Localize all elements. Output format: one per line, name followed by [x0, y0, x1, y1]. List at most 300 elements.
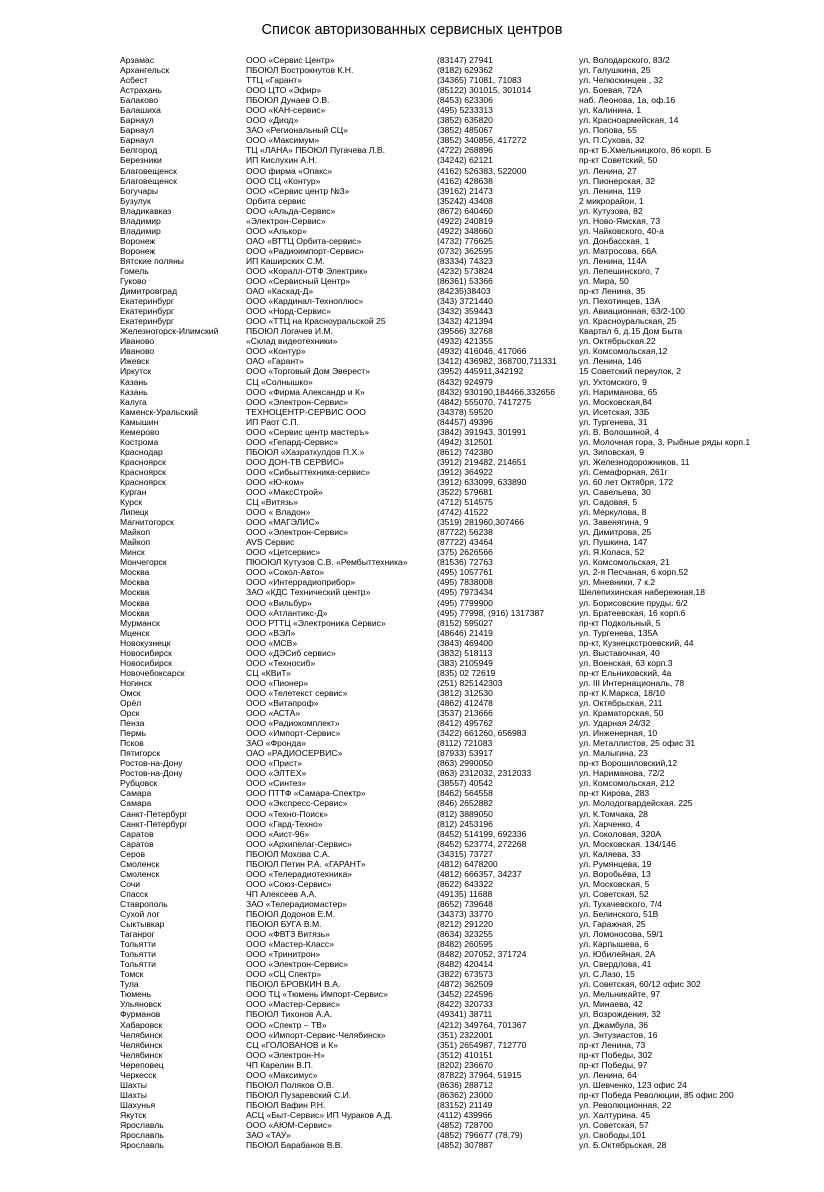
city-cell: Ростов-на-Дону	[120, 768, 183, 779]
city-cell: Арзамас	[120, 55, 155, 65]
phone-cell: (35242) 43408	[437, 195, 493, 206]
phone-cell: (3912) 219482, 214651	[437, 456, 527, 467]
organization-cell: ООО «Сокол-Авто»	[246, 567, 325, 578]
address-cell: ул. Пушкина, 147	[579, 537, 648, 548]
city-cell: Пятигорск	[120, 748, 161, 759]
table-row	[0, 487, 824, 497]
address-cell: ул. Октябрьская, 211	[579, 698, 663, 708]
organization-cell: ООО «Тринитрон»	[246, 949, 321, 960]
address-cell: ул. Ленина, 114А	[579, 255, 647, 266]
city-cell: Шахты	[120, 1079, 147, 1090]
city-cell: Ижевск	[120, 356, 150, 367]
organization-cell: ООО «Архипелаг-Сервис»	[246, 838, 352, 849]
address-cell: ул. Московская,84	[579, 396, 652, 407]
address-cell: ул. Красноармейская, 14	[579, 115, 679, 126]
phone-cell: (8482) 207052, 371724	[437, 949, 527, 960]
organization-cell: ТЕХНОЦЕНТР-СЕРВИС ООО	[246, 406, 366, 417]
table-row	[0, 929, 824, 939]
organization-cell: AVS Сервис	[246, 537, 295, 548]
table-row	[0, 1140, 824, 1150]
table-row	[0, 698, 824, 708]
organization-cell: ООО «Электрон-Сервис»	[246, 527, 349, 538]
city-cell: Красноярск	[120, 456, 166, 467]
phone-cell: (812) 2453196	[437, 818, 493, 829]
city-cell: Новокузнецк	[120, 637, 171, 648]
phone-cell: (8612) 742380	[437, 446, 493, 457]
address-cell: ул. Тухачевского, 7/4	[579, 898, 662, 909]
phone-cell: (495) 5233313	[437, 105, 493, 116]
organization-cell: ООО «Атлантикс-Д»	[246, 607, 328, 618]
organization-cell: ООО «Ю-ком»	[246, 476, 305, 487]
table-row	[0, 115, 824, 125]
table-row	[0, 497, 824, 507]
organization-cell: ПБОЮЛ Логачев И.М.	[246, 326, 334, 337]
table-row	[0, 537, 824, 547]
city-cell: Барнаул	[120, 125, 154, 136]
address-cell: Квартал 6, д.15 Дом Быта	[579, 326, 683, 337]
address-cell: ул. С.Лазо, 15	[579, 969, 635, 980]
address-cell: ул. Московская, 5	[579, 878, 650, 889]
address-cell: ул. Ленина, 27	[579, 165, 637, 176]
phone-cell: (3852) 340856, 417272	[437, 135, 527, 146]
table-row	[0, 196, 824, 206]
organization-cell: ЧП Алексеев А.А.	[246, 888, 317, 899]
table-row	[0, 989, 824, 999]
city-cell: Владимир	[120, 225, 161, 236]
phone-cell: (8634) 323255	[437, 929, 493, 940]
phone-cell: (8432) 930190,184466,332656	[437, 386, 556, 397]
organization-cell: СЦ «КВиТ»	[246, 667, 291, 678]
organization-cell: ООО «Мастер-Сервис»	[246, 999, 341, 1010]
organization-cell: ООО «Альда-Сервис»	[246, 205, 336, 216]
organization-cell: ООО «Вильбур»	[246, 597, 312, 608]
phone-cell: (343) 3721440	[437, 296, 493, 307]
city-cell: Казань	[120, 376, 148, 387]
address-cell: ул. Комсомольская, 212	[579, 778, 675, 789]
city-cell: Новосибирск	[120, 657, 172, 668]
city-cell: Тула	[120, 979, 139, 990]
city-cell: Бузулук	[120, 195, 151, 206]
table-row	[0, 748, 824, 758]
city-cell: Екатеринбург	[120, 296, 175, 307]
table-row	[0, 768, 824, 778]
city-cell: Пенза	[120, 718, 145, 729]
table-row	[0, 959, 824, 969]
address-cell: пр-кт К.Маркса, 18/10	[579, 687, 665, 698]
page-title: Список авторизованных сервисных центров	[261, 22, 563, 38]
table-row	[0, 879, 824, 889]
table-row	[0, 226, 824, 236]
organization-cell: ООО «КАН-сервис»	[246, 105, 326, 116]
city-cell: Ярославль	[120, 1119, 164, 1130]
phone-cell: (87722) 56238	[437, 527, 493, 538]
address-cell: пр-кт Победы, 302	[579, 1049, 653, 1060]
organization-cell: ООО «Сервис Центр»	[246, 55, 335, 65]
table-row	[0, 778, 824, 788]
address-cell: пр-кт Ельниковский, 4а	[579, 667, 672, 678]
city-cell: Ульяновск	[120, 999, 162, 1010]
table-row	[0, 306, 824, 316]
organization-cell: ООО « Владон»	[246, 507, 311, 518]
address-cell: ул. Братеевская, 16 корп.6	[579, 607, 686, 618]
phone-cell: (4812) 6478200	[437, 858, 498, 869]
table-row	[0, 638, 824, 648]
organization-cell: ООО ДОН-ТВ СЕРВИС»	[246, 456, 344, 467]
phone-cell: (863) 2990050	[437, 758, 493, 769]
address-cell: ул. Свободы,101	[579, 1130, 646, 1141]
city-cell: Тольятти	[120, 949, 156, 960]
organization-cell: ЗАО «ТАУ»	[246, 1130, 291, 1141]
address-cell: ул. Димитрова, 25	[579, 527, 652, 538]
city-cell: Архангельск	[120, 65, 170, 76]
address-cell: ул. Тургенева, 31	[579, 416, 648, 427]
city-cell: Барнаул	[120, 115, 154, 126]
organization-cell: ИП Кислухин А.Н.	[246, 155, 318, 166]
table-row	[0, 366, 824, 376]
phone-cell: (4732) 776625	[437, 235, 493, 246]
organization-cell: ООО «Электрон-Сервис»	[246, 396, 349, 407]
table-row	[0, 819, 824, 829]
organization-cell: ИП Раот С.П.	[246, 416, 300, 427]
organization-cell: ООО «Телетекст сервис»	[246, 687, 348, 698]
address-cell: ул. Чайковского, 40-а	[579, 225, 664, 236]
address-cell: пр-кт Кирова, 283	[579, 788, 650, 799]
table-row	[0, 839, 824, 849]
organization-cell: ООО фирма «Опакс»	[246, 165, 332, 176]
city-cell: Балашиха	[120, 105, 161, 116]
city-cell: Майкоп	[120, 527, 151, 538]
address-cell: ул. Исетская, 33Б	[579, 406, 650, 417]
address-cell: ул. Ударная 24/32	[579, 718, 651, 729]
table-row	[0, 437, 824, 447]
phone-cell: (3852) 635820	[437, 115, 493, 126]
organization-cell: ПБОЮЛ Дунаев О.В.	[246, 95, 330, 106]
city-cell: Иваново	[120, 346, 155, 357]
address-cell: ул. Мневники, 7 к.2	[579, 577, 656, 588]
table-row	[0, 668, 824, 678]
table-row	[0, 216, 824, 226]
city-cell: Самара	[120, 788, 152, 799]
table-row	[0, 266, 824, 276]
address-cell: ул. Матросова, 66А	[579, 245, 657, 256]
city-cell: Иркутск	[120, 366, 152, 377]
address-cell: ул. Я.Коласа, 52	[579, 547, 645, 558]
organization-cell: ООО «Максимус»	[246, 1069, 318, 1080]
organization-cell: ООО «Витапроф»	[246, 698, 319, 708]
phone-cell: (34378) 59520	[437, 406, 493, 417]
organization-cell: ООО «Норд-Сервис»	[246, 306, 331, 317]
city-cell: Майкоп	[120, 537, 151, 548]
address-cell: 2 микрорайон, 1	[579, 195, 644, 206]
organization-cell: ООО «Коралл-ОТФ Электрик»	[246, 265, 368, 276]
organization-cell: «Электрон-Сервис»	[246, 215, 326, 226]
table-row	[0, 186, 824, 196]
city-cell: Гуково	[120, 276, 147, 287]
address-cell: ул. Лепешинского, 7	[579, 265, 660, 276]
city-cell: Орёл	[120, 698, 142, 708]
organization-cell: ЗАО «Региональный СЦ»	[246, 125, 348, 136]
table-row	[0, 618, 824, 628]
table-row	[0, 758, 824, 768]
organization-cell: ООО «Прист»	[246, 758, 302, 769]
address-cell: ул. Каляева, 33	[579, 848, 641, 859]
phone-cell: (3842) 391943, 301991	[437, 426, 527, 437]
city-cell: Березники	[120, 155, 162, 166]
address-cell: ул. Пехотинцев, 13А	[579, 296, 661, 307]
address-cell: ул. III Интернациональ, 78	[579, 677, 685, 688]
organization-cell: ООО «ДЭСиб сервис»	[246, 647, 336, 658]
address-cell: ул. Белинского, 51В	[579, 908, 659, 919]
table-row	[0, 939, 824, 949]
table-row	[0, 798, 824, 808]
address-cell: ул. Володарского, 83/2	[579, 55, 670, 65]
table-row	[0, 1110, 824, 1120]
table-row	[0, 75, 824, 85]
address-cell: ул. Джамбула, 36	[579, 1019, 649, 1030]
table-row	[0, 648, 824, 658]
table-row	[0, 145, 824, 155]
city-cell: Серов	[120, 848, 146, 859]
organization-cell: ООО «Электрон-Сервис»	[246, 959, 349, 970]
city-cell: Ногинск	[120, 677, 152, 688]
address-cell: ул. Ленина, 146	[579, 356, 642, 367]
city-cell: Воронеж	[120, 245, 156, 256]
organization-cell: ООО «Гард-Техно»	[246, 818, 323, 829]
address-cell: пр-кт Б.Хмельницкого, 86 корп. Б	[579, 145, 712, 156]
address-cell: ул. Тургенева, 135А	[579, 627, 658, 638]
address-cell: ул. Октябрьская.22	[579, 336, 656, 347]
phone-cell: (86362) 23000	[437, 1089, 493, 1100]
city-cell: Казань	[120, 386, 148, 397]
phone-cell: (4812) 666357, 34237	[437, 868, 522, 879]
city-cell: Тольятти	[120, 959, 156, 970]
address-cell: ул. Попова, 55	[579, 125, 637, 136]
address-cell: ул. Гаражная, 25	[579, 919, 646, 930]
phone-cell: (8202) 236670	[437, 1059, 493, 1070]
table-row	[0, 889, 824, 899]
city-cell: Красноярск	[120, 466, 166, 477]
address-cell: ул. Революционная, 22	[579, 1099, 672, 1110]
phone-cell: (8182) 629362	[437, 65, 493, 76]
phone-cell: (49341) 38711	[437, 1009, 493, 1020]
organization-cell: ООО «ВЭЛ»	[246, 627, 296, 638]
table-row	[0, 1100, 824, 1110]
table-row	[0, 457, 824, 467]
organization-cell: ООО «Синтез»	[246, 778, 307, 789]
city-cell: Орск	[120, 708, 140, 719]
table-row	[0, 356, 824, 366]
phone-cell: (87933) 53917	[437, 748, 493, 759]
table-row	[0, 276, 824, 286]
organization-cell: ООО «Цетсервис»	[246, 547, 321, 558]
organization-cell: ООО «Радиокомплект»	[246, 718, 340, 729]
city-cell: Ярославль	[120, 1140, 164, 1151]
address-cell: ул. Железнодорожников, 11	[579, 456, 690, 467]
address-cell: ул. К.Томчака, 28	[579, 808, 648, 819]
city-cell: Красноярск	[120, 476, 166, 487]
organization-cell: ООО «Спектр – ТВ»	[246, 1019, 327, 1030]
table-row	[0, 95, 824, 105]
organization-cell: ООО «СЦ Спектр»	[246, 969, 322, 980]
phone-cell: (4922) 348660	[437, 225, 493, 236]
address-cell: 15 Советский переулок, 2	[579, 366, 681, 377]
city-cell: Таганрог	[120, 929, 155, 940]
table-row	[0, 829, 824, 839]
city-cell: Сыктывкар	[120, 919, 165, 930]
phone-cell: (3852) 485067	[437, 125, 493, 136]
city-cell: Омск	[120, 687, 141, 698]
city-cell: Мценск	[120, 627, 150, 638]
organization-cell: ПБОЮЛ БУГА В.М.	[246, 919, 322, 930]
address-cell: ул. Садовая, 5	[579, 497, 638, 508]
city-cell: Пермь	[120, 728, 147, 739]
organization-cell: ООО «Импорт-Сервис-Челябинск»	[246, 1029, 386, 1040]
phone-cell: (4742) 41522	[437, 507, 489, 518]
city-cell: Камышин	[120, 416, 159, 427]
phone-cell: (863) 2312032, 2312033	[437, 768, 532, 779]
phone-cell: (4872) 362509	[437, 979, 493, 990]
city-cell: Череповец	[120, 1059, 164, 1070]
table-row	[0, 326, 824, 336]
address-cell: ул. Нариманова, 72/2	[579, 768, 665, 779]
address-cell: ул. Харченко, 4	[579, 818, 641, 829]
address-cell: ул. Малыгина, 23	[579, 748, 648, 759]
organization-cell: ЗАО «Телерадиомастер»	[246, 898, 347, 909]
city-cell: Астрахань	[120, 85, 162, 96]
address-cell: ул. Семафорная, 261г	[579, 466, 668, 477]
address-cell: ул. Советская, 60/12 офис 302	[579, 979, 701, 990]
phone-cell: (8636) 288712	[437, 1079, 493, 1090]
table-row	[0, 949, 824, 959]
phone-cell: (4942) 312501	[437, 436, 493, 447]
table-row	[0, 467, 824, 477]
organization-cell: ОАО «ВТТЦ Орбита-сервис»	[246, 235, 362, 246]
phone-cell: (8212) 291220	[437, 919, 493, 930]
city-cell: Калуга	[120, 396, 147, 407]
city-cell: Хабаровск	[120, 1019, 163, 1030]
city-cell: Екатеринбург	[120, 306, 175, 317]
table-row	[0, 135, 824, 145]
organization-cell: ООО «Электрон-Н»	[246, 1049, 325, 1060]
address-cell: ул. Советская, 52	[579, 888, 649, 899]
address-cell: ул. Донбасская, 1	[579, 235, 650, 246]
organization-cell: ООО «Телерадиотехника»	[246, 868, 353, 879]
city-cell: Смоленск	[120, 868, 160, 879]
organization-cell: ПБОЮЛ Пузаревский С.И.	[246, 1089, 352, 1100]
address-cell: ул. Савельева, 30	[579, 487, 651, 498]
organization-cell: ООО «Сервис центр №3»	[246, 185, 350, 196]
city-cell: Тюмень	[120, 989, 152, 1000]
organization-cell: ООО «Техносиб»	[246, 657, 316, 668]
phone-cell: (34365) 71081, 71083	[437, 75, 522, 86]
city-cell: Москва	[120, 567, 150, 578]
address-cell: ул. Б.Октябрьская, 28	[579, 1140, 667, 1151]
organization-cell: ООО СЦ «Контур»	[246, 175, 321, 186]
phone-cell: (87822) 37964, 51915	[437, 1069, 522, 1080]
phone-cell: (835) 02 72619	[437, 667, 496, 678]
table-row	[0, 1080, 824, 1090]
phone-cell: (8453) 623306	[437, 95, 493, 106]
address-cell: ул. Ленина, 64	[579, 1069, 637, 1080]
organization-cell: ООО «Фирма Александр и К»	[246, 386, 365, 397]
address-cell: ул. Инженерная, 10	[579, 728, 658, 739]
organization-cell: ООО «Интеррадиоприбор»	[246, 577, 356, 588]
city-cell: Кострома	[120, 436, 159, 447]
address-cell: ул. Галушкина, 25	[579, 65, 651, 76]
address-cell: ул. Ломоносова, 59/1	[579, 929, 664, 940]
address-cell: ул. 60 лет Октября, 172	[579, 476, 674, 487]
table-row	[0, 346, 824, 356]
organization-cell: ООО «Мастер-Класс»	[246, 939, 334, 950]
organization-cell: ООО «АЮМ-Сервис»	[246, 1119, 332, 1130]
city-cell: Владимир	[120, 215, 161, 226]
city-cell: Тольятти	[120, 939, 156, 950]
organization-cell: ЗАО «Фронда»	[246, 738, 306, 749]
table-row	[0, 206, 824, 216]
city-cell: Магнитогорск	[120, 517, 174, 528]
phone-cell: (84235)38403	[437, 286, 491, 297]
city-cell: Мончегорск	[120, 557, 167, 568]
phone-cell: (4932) 416046, 417066	[437, 346, 527, 357]
address-cell: ул. Ново-Ямская, 73	[579, 215, 661, 226]
address-cell: ул. 2-я Песчаная, 6 корп.52	[579, 567, 689, 578]
address-cell: ул. Выставочная, 40	[579, 647, 660, 658]
address-cell: ул. Ленина, 119	[579, 185, 641, 196]
table-row	[0, 788, 824, 798]
address-cell: пр-кт Советский, 50	[579, 155, 658, 166]
address-cell: ул. Комсомольская, 21	[579, 557, 670, 568]
address-cell: ул. Авиационная, 63/2-100	[579, 306, 685, 317]
table-row	[0, 387, 824, 397]
phone-cell: (3832) 518113	[437, 647, 493, 658]
table-row	[0, 598, 824, 608]
address-cell: ул. Завенягина, 9	[579, 517, 649, 528]
address-cell: пр-кт Ленина, 73	[579, 1039, 646, 1050]
table-row	[0, 738, 824, 748]
phone-cell: (3412) 436982, 368700,711331	[437, 356, 557, 367]
table-row	[0, 1009, 824, 1019]
organization-cell: ОАО «Каскад-Д»	[246, 286, 314, 297]
phone-cell: (48646) 21419	[437, 627, 493, 638]
organization-cell: ООО «Контур»	[246, 346, 306, 357]
phone-cell: (4922) 240819	[437, 215, 493, 226]
table-row	[0, 236, 824, 246]
table-row	[0, 1090, 824, 1100]
table-row	[0, 166, 824, 176]
table-row	[0, 105, 824, 115]
phone-cell: (4162) 526383, 522000	[437, 165, 527, 176]
city-cell: Томск	[120, 969, 144, 980]
organization-cell: ООО «Сервис центр мастеръ»	[246, 426, 370, 437]
address-cell: ул. Кутузова, 82	[579, 205, 643, 216]
address-cell: ул. Шевченко, 123 офис 24	[579, 1079, 687, 1090]
table-row	[0, 1040, 824, 1050]
address-cell: ул. Свердлова, 41	[579, 959, 652, 970]
address-cell: пр-кт Победа Революции, 85 офис 200	[579, 1089, 734, 1100]
phone-cell: (38557) 40542	[437, 778, 493, 789]
organization-cell: ООО «ФВТЗ Витязь»	[246, 929, 330, 940]
organization-cell: ООО «Техно-Поиск»	[246, 808, 328, 819]
organization-cell: ПБОЮЛ Вострокнутов К.Н.	[246, 65, 354, 76]
city-cell: Новосибирск	[120, 647, 172, 658]
table-row	[0, 1030, 824, 1040]
phone-cell: (3432) 359443	[437, 306, 493, 317]
city-cell: Владикавказ	[120, 205, 172, 216]
table-row	[0, 919, 824, 929]
city-cell: Сухой лог	[120, 908, 160, 919]
table-row	[0, 447, 824, 457]
phone-cell: (3452) 224596	[437, 989, 493, 1000]
